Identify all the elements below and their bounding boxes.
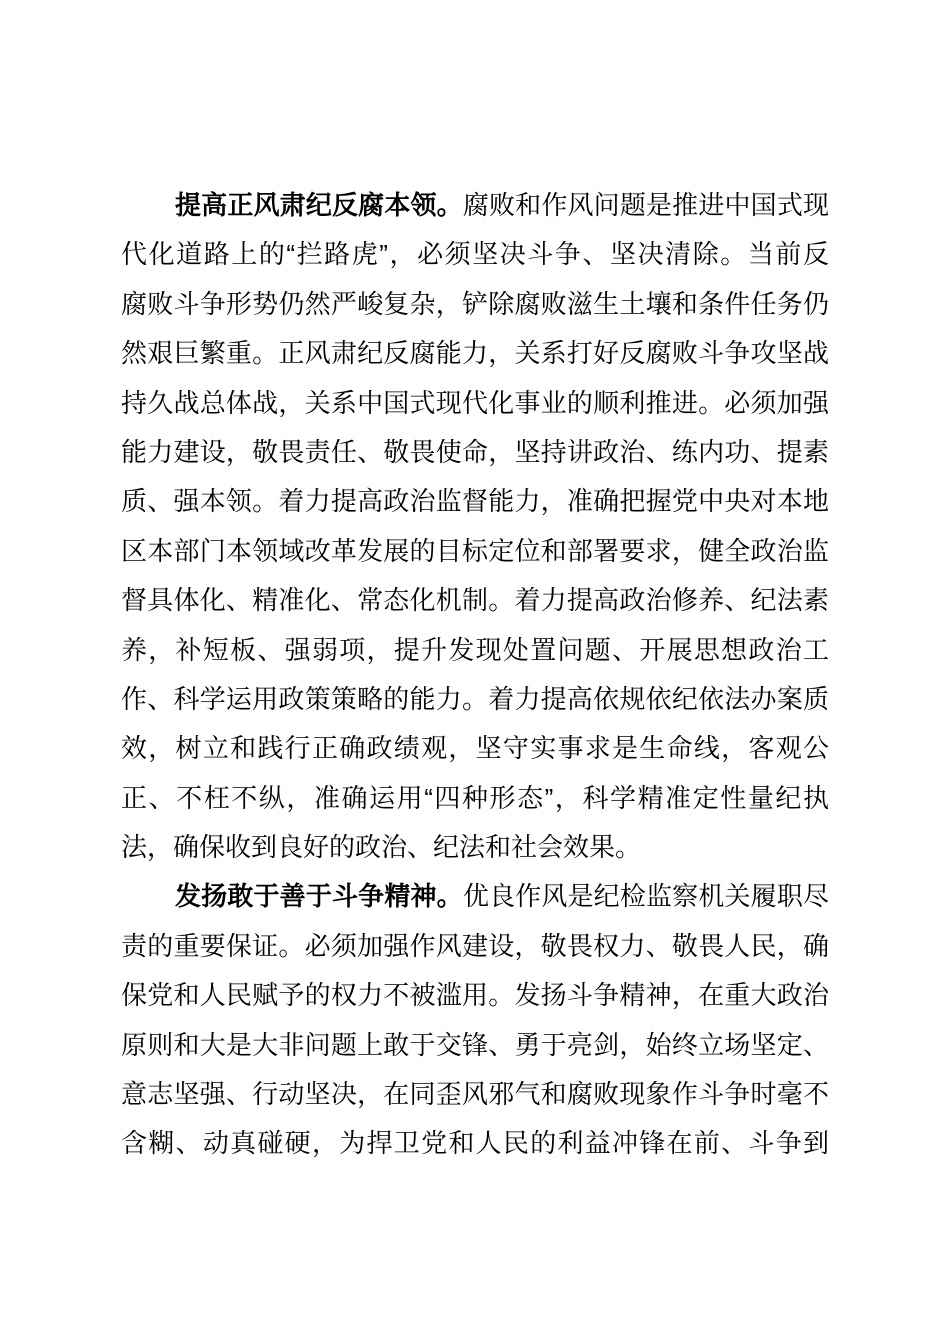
text-line: 区本部门本领域改革发展的目标定位和部署要求，健全政治监 — [121, 535, 829, 566]
paragraph-lead-bold: 提高正风肃纪反腐本领。 — [175, 190, 463, 220]
text-line: 发扬敢于善于斗争精神。优良作风是纪检监察机关履职尽 — [175, 881, 829, 912]
text-line: 督具体化、精准化、常态化机制。着力提高政治修养、纪法素 — [121, 585, 829, 616]
text-line: 保党和人民赋予的权力不被滥用。发扬斗争精神，在重大政治 — [121, 980, 829, 1011]
paragraph-2 — [121, 872, 829, 1168]
text-line: 质、强本领。着力提高政治监督能力，准确把握党中央对本地 — [121, 486, 829, 517]
text-line: 法，确保收到良好的政治、纪法和社会效果。 — [121, 832, 642, 863]
text-line: 作、科学运用政策策略的能力。着力提高依规依纪依法办案质 — [121, 683, 829, 714]
text-line: 效，树立和践行正确政绩观，坚守实事求是生命线，客观公 — [121, 733, 829, 764]
text-line: 正、不枉不纵，准确运用“四种形态”，科学精准定性量纪执 — [121, 782, 829, 813]
text-line: 意志坚强、行动坚决，在同歪风邪气和腐败现象作斗争时毫不 — [121, 1079, 829, 1110]
text-line: 提高正风肃纪反腐本领。腐败和作风问题是推进中国式现 — [175, 190, 829, 220]
text-line: 责的重要保证。必须加强作风建设，敬畏权力、敬畏人民，确 — [121, 930, 829, 961]
text-line: 代化道路上的“拦路虎”，必须坚决斗争、坚决清除。当前反 — [121, 239, 829, 270]
text-line: 原则和大是大非问题上敢于交锋、勇于亮剑，始终立场坚定、 — [121, 1029, 829, 1060]
paragraph-lead-bold: 发扬敢于善于斗争精神。 — [175, 881, 463, 912]
text-line: 养，补短板、强弱项，提升发现处置问题、开展思想政治工 — [121, 634, 829, 665]
text-line: 腐败斗争形势仍然严峻复杂，铲除腐败滋生土壤和条件任务仍 — [121, 288, 829, 319]
text-line: 能力建设，敬畏责任、敬畏使命，坚持讲政治、练内功、提素 — [121, 436, 829, 467]
text-line: 然艰巨繁重。正风肃纪反腐能力，关系打好反腐败斗争攻坚战 — [121, 338, 829, 369]
text-line: 持久战总体战，关系中国式现代化事业的顺利推进。必须加强 — [121, 387, 829, 418]
paragraph-1 — [121, 181, 829, 872]
text-line: 含糊、动真碰硬，为捍卫党和人民的利益冲锋在前、斗争到 — [121, 1128, 829, 1159]
document-content — [121, 181, 829, 1169]
